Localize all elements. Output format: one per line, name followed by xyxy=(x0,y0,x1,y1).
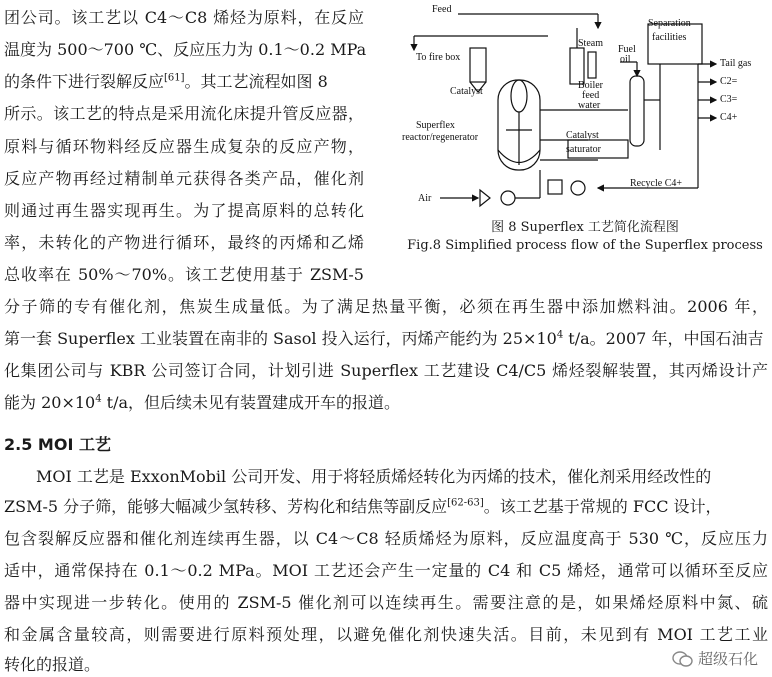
text-line: 反应产物再经过精制单元获得各类产品，催化剂 xyxy=(4,169,364,188)
label-boiler: feed xyxy=(582,90,600,101)
label-tail-gas: Tail gas xyxy=(720,58,752,69)
boiler xyxy=(588,52,596,78)
text-line: 原料与循环物料经反应器生成复杂的反应产物， xyxy=(4,137,364,156)
pump xyxy=(571,181,585,195)
label-recycle: Recycle C4+ xyxy=(630,178,683,189)
label-catalyst: Catalyst xyxy=(450,86,483,97)
label-catalyst-saturator: Catalyst xyxy=(566,130,599,141)
label-reactor: Superflex xyxy=(416,120,455,131)
watermark xyxy=(672,648,758,669)
label-fuel-oil: Fuel xyxy=(618,44,636,55)
label-catalyst-saturator: saturator xyxy=(566,144,601,155)
figure-caption-zh: 图 8 Superflex 工艺简化流程图 xyxy=(491,220,679,235)
label-steam: Steam xyxy=(578,38,603,49)
air-blower xyxy=(480,190,490,206)
label-separation: facilities xyxy=(652,32,687,43)
text-line: 率，未转化的产物进行循环，最终的丙烯和乙烯 xyxy=(4,233,364,252)
pump-box xyxy=(548,180,562,194)
citation: [62-63] xyxy=(447,497,484,509)
text-line: MOI 工艺是 ExxonMobil 公司开发、用于将轻质烯烃转化为丙烯的技术，催化剂采用经改性的 xyxy=(36,467,712,486)
separation-facilities xyxy=(648,24,702,64)
text-line: ZSM-5 分子筛，能够大幅减少氢转移、芳构化和结焦等副反应[62-63]。该工艺基于常规的 FCC 设计， xyxy=(4,497,722,516)
text-line: 转化的报道。 xyxy=(4,655,101,674)
label-air: Air xyxy=(418,193,432,204)
label-boiler: water xyxy=(578,100,601,111)
text-line: 第一套 Superflex 工业装置在南非的 Sasol 投入运行，丙烯产能约为 $25\times 10^4$ t/a。2007 年，中国石油吉 xyxy=(4,329,764,348)
text-line: 所示。该工艺的特点是采用流化床提升管反应器， xyxy=(4,104,364,123)
label-feed: Feed xyxy=(432,4,452,15)
label-reactor: reactor/regenerator xyxy=(402,132,479,143)
label-to-fire-box: To fire box xyxy=(416,52,461,63)
text-line: 温度为 500～700 ℃、反应压力为 0.1～0.2 MPa xyxy=(4,40,367,59)
label-separation: Separation xyxy=(648,18,691,29)
fire-box-stack xyxy=(470,48,486,82)
text-line: 包含裂解反应器和催化剂连续再生器，以 C4～C8 轻质烯烃为原料，反应温度高于 530 ℃，反应压力 xyxy=(4,529,768,548)
text-line: 分子筛的专有催化剂，焦炭生成量低。为了满足热量平衡，必须在再生器中添加燃料油。2006 年， xyxy=(4,297,768,316)
text-line: 能为 $20\times 10^4$ t/a，但后续未见有装置建成开车的报道。 xyxy=(4,393,401,412)
text-line: 适中，通常保持在 0.1～0.2 MPa。MOI 工艺还会产生一定量的 C4 和 C5 烯烃，通常可以循环至反应 xyxy=(4,561,768,580)
fuel-oil-column xyxy=(630,76,644,146)
label-c2: C2= xyxy=(720,76,738,87)
text-line: 团公司。该工艺以 C4～C8 烯烃为原料，在反应 xyxy=(4,8,364,27)
label-c3: C3= xyxy=(720,94,738,105)
figure-caption-en: Fig.8 Simplified process flow of the Superflex process xyxy=(407,238,763,253)
label-boiler: Boiler xyxy=(578,80,603,91)
label-fuel-oil: oil xyxy=(620,54,631,65)
text-line: 的条件下进行裂解反应[61]。其工艺流程如图 8 xyxy=(4,72,328,91)
text-line: 和金属含量较高，则需要进行原料预处理，以避免催化剂快速失活。目前，未见到有 MOI 工艺工业 xyxy=(4,625,768,644)
text-line: 器中实现进一步转化。使用的 ZSM-5 催化剂可以连续再生。需要注意的是，如果烯烃原料中氮、硫 xyxy=(4,593,768,612)
label-c4: C4+ xyxy=(720,112,738,123)
text-line: 化集团公司与 KBR 公司签订合同，计划引进 Superflex 工艺建设 C4/C5 烯烃裂解装置，其丙烯设计产 xyxy=(4,361,768,380)
text-line: 总收率在 50%～70%。该工艺使用基于 ZSM-5 xyxy=(4,265,364,284)
citation: [61] xyxy=(164,72,185,84)
text-line: 则通过再生器实现再生。为了提高原料的总转化 xyxy=(4,201,364,220)
wechat-icon xyxy=(672,650,694,668)
process-flow-diagram xyxy=(398,0,772,226)
section-heading: 2.5 MOI 工艺 xyxy=(4,435,111,454)
steam-drum xyxy=(570,48,584,84)
watermark-text: 超级石化 xyxy=(697,650,758,668)
